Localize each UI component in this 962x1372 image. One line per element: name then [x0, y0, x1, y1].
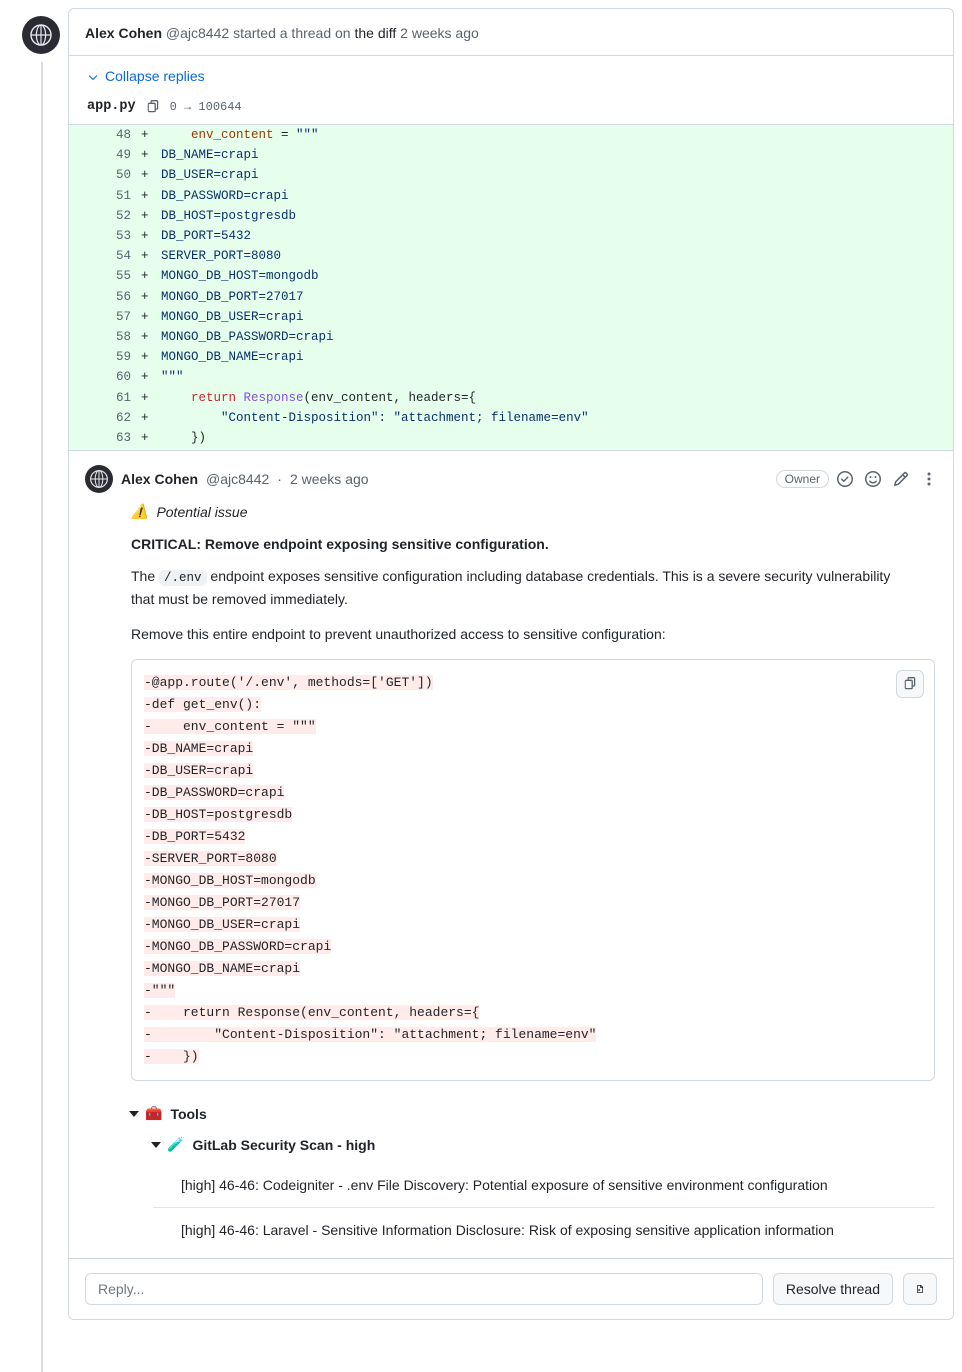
code-line: -MONGO_DB_PORT=27017: [144, 895, 301, 911]
test-tube-icon: 🧪: [167, 1136, 185, 1153]
code-line: -""": [144, 983, 176, 999]
code-line: -DB_NAME=crapi: [144, 741, 254, 757]
thread-diff-link[interactable]: the diff: [354, 25, 397, 41]
diff-line-sign: +: [141, 269, 149, 284]
diff-line: 48 + env_content = """: [69, 125, 953, 145]
code-line: -DB_PASSWORD=crapi: [144, 785, 285, 801]
diff-line-sign: +: [141, 350, 149, 365]
code-line: - }): [144, 1049, 199, 1065]
comment-body: [85, 493, 937, 1081]
kebab-menu-icon[interactable]: [921, 471, 937, 487]
diff-line-code: DB_PORT=5432: [161, 229, 252, 244]
diff-line: [69, 307, 953, 327]
diff-line-code: DB_USER=crapi: [161, 168, 259, 183]
diff-line-sign: +: [141, 330, 149, 345]
diff-line-sign: +: [141, 229, 149, 244]
diff-line-code: "Content-Disposition": "attachment; filename=env": [161, 410, 589, 425]
code-line: - env_content = """: [144, 719, 316, 735]
potential-issue-label: Potential issue: [156, 503, 248, 520]
diff-line-number: 52: [115, 208, 131, 223]
review-thread-card: [68, 8, 954, 1320]
diff-line-code: DB_HOST=postgresdb: [161, 208, 297, 223]
tools-label: Tools: [170, 1105, 207, 1122]
diff-line-code: MONGO_DB_NAME=crapi: [161, 350, 304, 365]
file-mode-change: 0 → 100644: [169, 99, 242, 114]
code-line: -@app.route('/.env', methods=['GET']): [144, 675, 433, 691]
collapse-replies-row: [69, 56, 953, 93]
status-badge: Owner: [776, 470, 829, 488]
diff-line-number: 61: [115, 390, 131, 405]
warning-icon: ⚠️: [131, 503, 149, 520]
diff-view: [69, 124, 953, 451]
diff-line-sign: +: [141, 148, 149, 163]
thread-action-text: started a thread on: [233, 25, 351, 41]
diff-line-code: MONGO_DB_USER=crapi: [161, 309, 304, 324]
triangle-down-icon: [129, 1111, 139, 1117]
diff-line: [69, 327, 953, 347]
diff-line-code: DB_NAME=crapi: [161, 148, 259, 163]
collapse-replies-button[interactable]: [87, 68, 205, 84]
comment-header: [85, 465, 937, 493]
diff-line: [69, 266, 953, 286]
diff-line: [69, 246, 953, 266]
code-line: -def get_env():: [144, 697, 262, 713]
diff-line: [69, 287, 953, 307]
diff-line-sign: +: [141, 188, 149, 203]
avatar: [85, 465, 113, 493]
diff-line-number: 57: [115, 309, 131, 324]
collapse-replies-label: Collapse replies: [105, 68, 205, 84]
diff-line-sign: +: [141, 168, 149, 183]
diff-line-sign: +: [141, 410, 149, 425]
diff-line-number: 59: [115, 350, 131, 365]
pencil-icon[interactable]: [893, 471, 909, 487]
diff-line-number: 56: [115, 289, 131, 304]
diff-line-sign: +: [141, 370, 149, 385]
diff-line-number: 63: [115, 431, 131, 446]
code-line: -DB_PORT=5432: [144, 829, 246, 845]
paragraph-1-prefix: The: [131, 568, 160, 585]
diff-line-code: }): [161, 431, 207, 446]
potential-issue-row: [131, 503, 935, 520]
diff-line: [69, 206, 953, 226]
comment-separator: ·: [277, 471, 282, 488]
diff-line-number: 60: [115, 370, 131, 385]
security-scan-group: [131, 1136, 935, 1252]
thread-rail: [0, 0, 68, 1372]
tools-toggle[interactable]: [131, 1105, 935, 1122]
diff-file-row: [69, 93, 953, 124]
diff-line: [69, 165, 953, 185]
diff-line-number: 53: [115, 229, 131, 244]
diff-line: [69, 145, 953, 165]
comment-title: CRITICAL: Remove endpoint exposing sensitive configuration.: [131, 536, 549, 553]
paragraph-1-suffix: endpoint exposes sensitive configuration including database credentials. This is a severe security vulnerability that must be removed immediately.: [131, 568, 891, 608]
diff-line-code: SERVER_PORT=8080: [161, 249, 282, 264]
scan-finding: [high] 46-46: Codeigniter - .env File Discovery: Potential exposure of sensitive environment configuration: [153, 1163, 935, 1208]
comment-actions: [837, 471, 937, 487]
diff-line: [69, 186, 953, 206]
code-line: -MONGO_DB_USER=crapi: [144, 917, 301, 933]
diff-line-code: MONGO_DB_PORT=27017: [161, 289, 304, 304]
thread-author: Alex Cohen: [85, 25, 163, 41]
diff-line-sign: +: [141, 390, 149, 405]
diff-line-code: """: [161, 370, 184, 385]
chevron-down-icon: [87, 71, 99, 83]
thread-timestamp: 2 weeks ago: [400, 25, 479, 41]
diff-line-sign: +: [141, 249, 149, 264]
diff-line: [69, 347, 953, 367]
diff-line-number: 48: [115, 128, 131, 142]
code-line: -DB_USER=crapi: [144, 763, 254, 779]
diff-line: [69, 428, 953, 448]
diff-line-code: DB_PASSWORD=crapi: [161, 188, 289, 203]
diff-line-number: 50: [115, 168, 131, 183]
diff-line: 61 + return Response(env_content, headers={: [69, 388, 953, 408]
diff-file-name[interactable]: app.py: [87, 99, 136, 114]
inline-code-env: /.env: [159, 570, 207, 586]
emoji-icon[interactable]: [865, 471, 881, 487]
rail-avatar: [22, 16, 60, 54]
comment-paragraph-1: [131, 566, 891, 610]
code-line: -MONGO_DB_PASSWORD=crapi: [144, 939, 332, 955]
comment-author[interactable]: Alex Cohen: [121, 471, 199, 488]
diff-line-sign: +: [141, 431, 149, 446]
copy-icon[interactable]: [896, 670, 924, 698]
diff-line-sign: +: [141, 309, 149, 324]
diff-line-number: 54: [115, 249, 131, 264]
check-circle-icon[interactable]: [837, 471, 853, 487]
diff-line-number: 55: [115, 269, 131, 284]
triangle-down-icon: [151, 1142, 161, 1148]
reply-bar: [69, 1258, 953, 1319]
thread-author-handle: @ajc8442: [165, 25, 230, 41]
diff-line-code: MONGO_DB_HOST=mongodb: [161, 269, 319, 284]
toolbox-icon: 🧰: [145, 1105, 163, 1122]
thread-rail-line: [41, 62, 43, 1372]
code-line: -DB_HOST=postgresdb: [144, 807, 293, 823]
diff-line-sign: +: [141, 208, 149, 223]
diff-line: [69, 367, 953, 387]
diff-line-number: 58: [115, 330, 131, 345]
diff-line-sign: +: [141, 289, 149, 304]
comment-paragraph-2: Remove this entire endpoint to prevent unauthorized access to sensitive configuration:: [131, 626, 666, 643]
resolve-thread-button[interactable]: Resolve thread: [773, 1273, 893, 1305]
code-line: - "Content-Disposition": "attachment; filename=env": [144, 1027, 597, 1043]
copy-icon[interactable]: [146, 100, 160, 114]
code-line: -SERVER_PORT=8080: [144, 851, 277, 867]
file-diff-icon[interactable]: [903, 1273, 937, 1305]
comment-author-handle: @ajc8442: [206, 471, 270, 488]
code-line: - return Response(env_content, headers={: [144, 1005, 480, 1021]
code-line: -MONGO_DB_NAME=crapi: [144, 961, 301, 977]
diff-line: [69, 226, 953, 246]
review-comment: [69, 451, 953, 1258]
diff-line-code: MONGO_DB_PASSWORD=crapi: [161, 330, 334, 345]
reply-input[interactable]: [85, 1273, 763, 1305]
suggested-removal-code-block: [131, 659, 935, 1081]
comment-timestamp: 2 weeks ago: [289, 471, 369, 488]
diff-line-sign: +: [141, 128, 149, 142]
diff-line-number: 62: [115, 410, 131, 425]
diff-line-number: 51: [115, 188, 131, 203]
code-line: -MONGO_DB_HOST=mongodb: [144, 873, 316, 889]
diff-line: [69, 408, 953, 428]
tools-section: [85, 1099, 937, 1252]
security-scan-label: GitLab Security Scan - high: [192, 1136, 376, 1153]
security-scan-toggle[interactable]: [153, 1136, 935, 1153]
diff-line-number: 49: [115, 148, 131, 163]
scan-finding: [high] 46-46: Laravel - Sensitive Information Disclosure: Risk of exposing sensitive application information: [181, 1222, 834, 1239]
thread-header: [69, 9, 953, 56]
